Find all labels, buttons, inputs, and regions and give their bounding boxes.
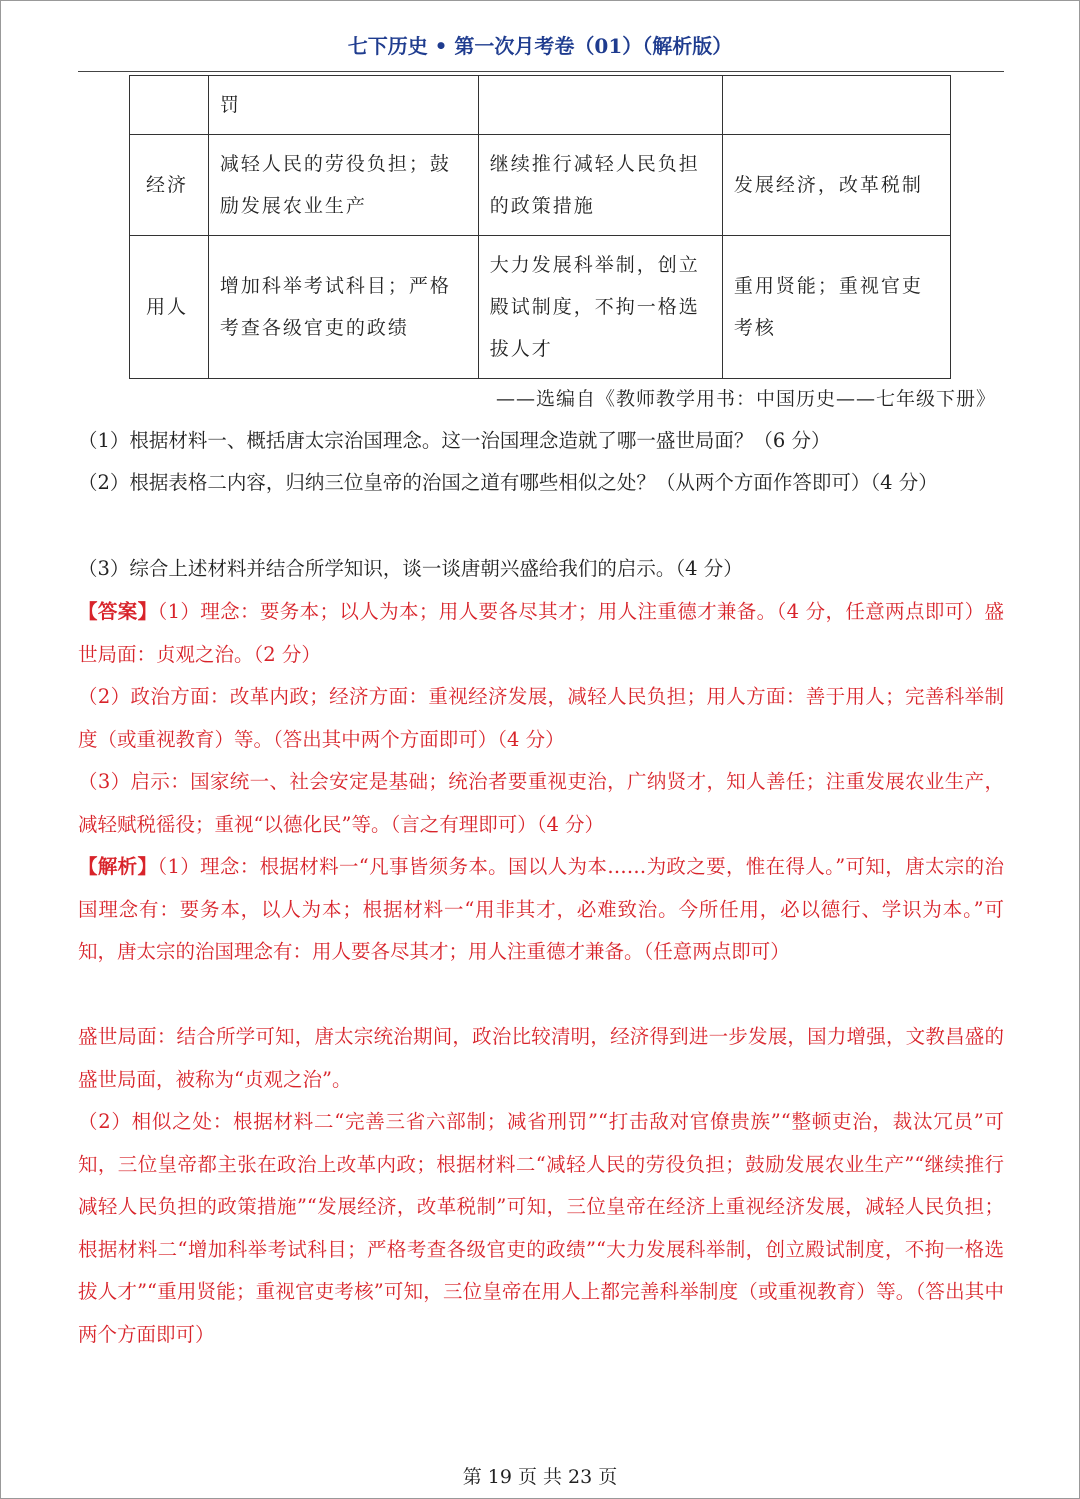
comparison-table: [129, 75, 951, 379]
table-row: [130, 76, 951, 135]
answer-paragraph-3: （3）启示：国家统一、社会安定是基础；统治者要重视吏治，广纳贤才，知人善任；注重发展农业生产，减轻赋税徭役；重视“以德化民”等。（言之有理即可）（4 分）: [78, 770, 1004, 836]
table-cell: 经济: [130, 135, 209, 236]
analysis-paragraph-2: 盛世局面：结合所学可知，唐太宗统治期间，政治比较清明，经济得到进一步发展，国力增强，文教昌盛的盛世局面，被称为“贞观之治”。: [78, 1025, 1004, 1091]
table-cell: 大力发展科举制，创立殿试制度，不拘一格选拔人才: [478, 236, 722, 379]
page-number: 第 19 页 共 23 页: [462, 1466, 618, 1488]
table-row: [130, 236, 951, 379]
table-cell: [130, 76, 209, 135]
table-cell: [478, 76, 722, 135]
table-row: [130, 135, 951, 236]
header-divider: [78, 71, 1004, 72]
page-header-title: 七下历史 • 第一次月考卷（01）（解析版）: [347, 34, 733, 58]
question-3: （3）综合上述材料并结合所学知识，谈一谈唐朝兴盛给我们的启示。（4 分）: [78, 557, 743, 580]
table-cell: 增加科举考试科目；严格考查各级官吏的政绩: [208, 236, 478, 379]
answer-text-1: （1）理念：要务本；以人为本；用人要各尽其才；用人注重德才兼备。（4 分，任意两点即可）盛世局面：贞观之治。（2 分）: [78, 600, 1004, 666]
analysis-text-1: （1）理念：根据材料一“凡事皆须务本。国以人为本……为政之要，惟在得人。”可知，唐太宗的治国理念有：要务本，以人为本；根据材料一“用非其才，必难致治。今所任用，必以德行、学识为本。”可知，唐太宗的治国理念有：用人要各尽其才；用人注重德才兼备。（任意两点即可）: [78, 855, 1004, 963]
table-cell: 继续推行减轻人民负担的政策措施: [478, 135, 722, 236]
question-1: （1）根据材料一、概括唐太宗治国理念。这一治国理念造就了哪一盛世局面？（6 分）: [78, 429, 831, 452]
analysis-paragraph-3: （2）相似之处：根据材料二“完善三省六部制；减省刑罚”“打击敌对官僚贵族”“整顿吏治，裁汰冗员”可知，三位皇帝都主张在政治上改革内政；根据材料二“减轻人民的劳役负担；鼓励发展农业生产”“继续推行减轻人民负担的政策措施”“发展经济，改革税制”可知，三位皇帝在经济上重视经济发展，减轻人民负担；根据材料二“增加科举考试科目；严格考查各级官吏的政绩”“大力发展科举制，创立殿试制度，不拘一格选拔人才”“重用贤能；重视官吏考核”可知，三位皇帝在用人上都完善科举制度（或重视教育）等。（答出其中两个方面即可）: [78, 1110, 1004, 1346]
table-cell: 重用贤能；重视官吏考核: [722, 236, 950, 379]
analysis-tag: 【解析】: [78, 855, 158, 878]
answer-paragraph-1: [78, 591, 1004, 676]
answer-paragraph-2: （2）政治方面：改革内政；经济方面：重视经济发展，减轻人民负担；用人方面：善于用人；完善科举制度（或重视教育）等。（答出其中两个方面即可）（4 分）: [78, 685, 1004, 751]
table-cell: 发展经济，改革税制: [722, 135, 950, 236]
table-cell: [722, 76, 950, 135]
analysis-paragraph-1: [78, 846, 1004, 974]
answer-tag: 【答案】: [78, 600, 158, 623]
question-2: （2）根据表格二内容，归纳三位皇帝的治国之道有哪些相似之处？（从两个方面作答即可）（4 分）: [78, 471, 938, 494]
table-cell: 减轻人民的劳役负担；鼓励发展农业生产: [208, 135, 478, 236]
table-cell: 用人: [130, 236, 209, 379]
table-source-citation: ——选编自《教师教学用书：中国历史——七年级下册》: [495, 388, 996, 410]
table-cell: 罚: [208, 76, 478, 135]
